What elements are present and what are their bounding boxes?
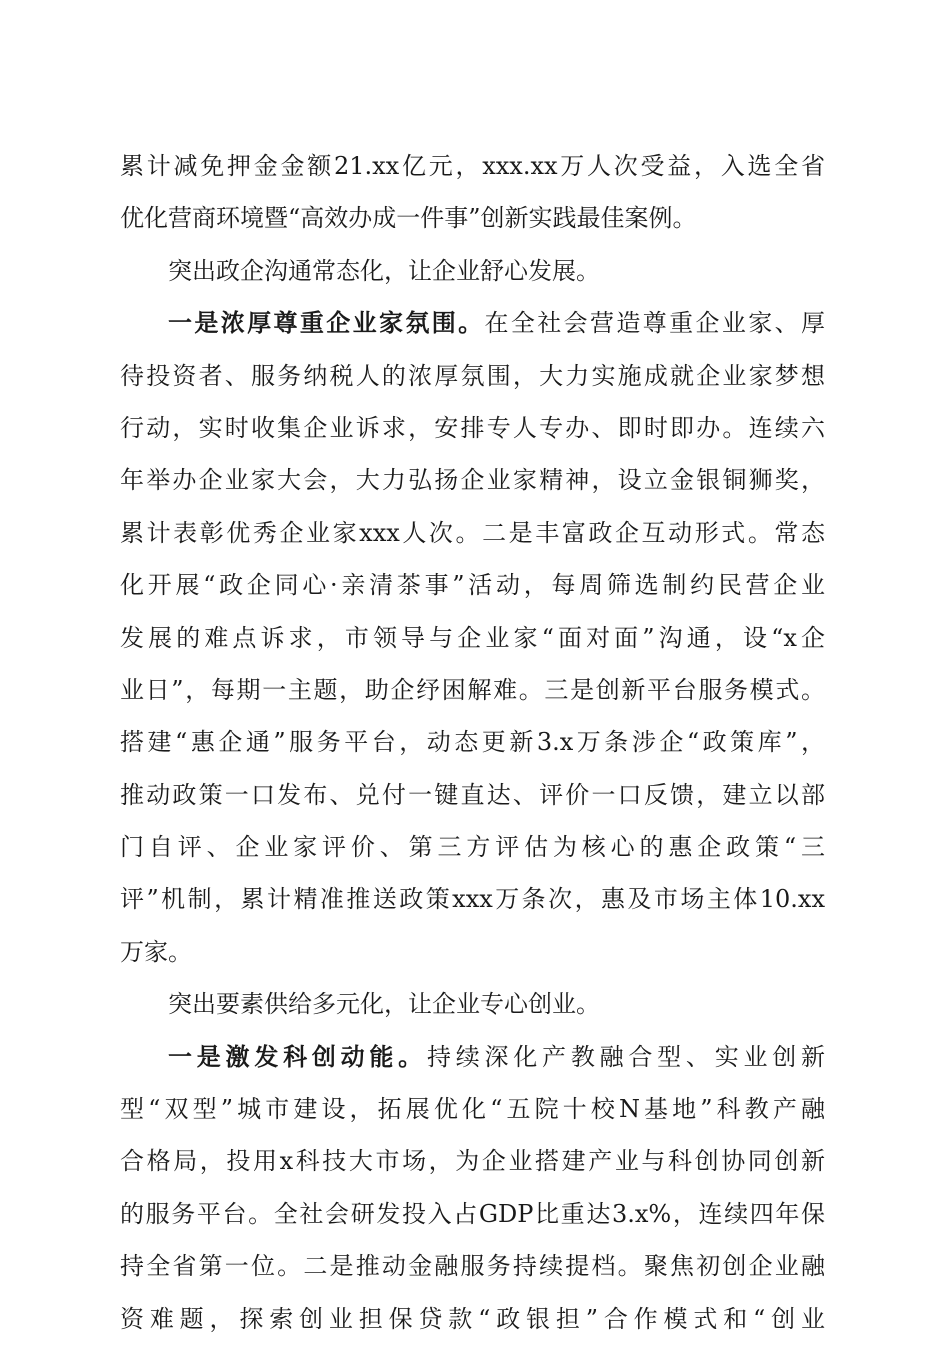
text-line-8: 累计表彰优秀企业家xxx人次。二是丰富政企互动形式。常态 — [120, 518, 825, 547]
section-heading-factor-supply: 突出要素供给多元化，让企业专心创业。 — [168, 990, 600, 1019]
text-line-6: 行动，实时收集企业诉求，安排专人专办、即时即办。连续六 — [120, 413, 825, 442]
text-line-16: 万家。 — [120, 937, 192, 966]
bold-lead-2: 一是激发科创动能。 — [168, 1041, 427, 1071]
text-line-11: 业日”，每期一主题，助企纾困解难。三是创新平台服务模式。 — [120, 675, 825, 704]
text-line-23: 资难题，探索创业担保贷款“政银担”合作模式和“创业 — [120, 1304, 825, 1333]
text-line-21: 的服务平台。全社会研发投入占GDP比重达3.x%，连续四年保 — [120, 1199, 825, 1228]
text-line-20: 合格局，投用x科技大市场，为企业搭建产业与科创协同创新 — [120, 1147, 825, 1176]
section-heading-government-enterprise: 突出政企沟通常态化，让企业舒心发展。 — [168, 256, 600, 285]
text-line-1: 累计减免押金金额21.xx亿元，xxx.xx万人次受益，入选全省 — [120, 152, 825, 180]
text-line-19: 型“双型”城市建设，拓展优化“五院十校N基地”科教产融 — [120, 1095, 825, 1124]
text-line-22: 持全省第一位。二是推动金融服务持续提档。聚焦初创企业融 — [120, 1252, 825, 1281]
text-line-14: 门自评、企业家评价、第三方评估为核心的惠企政策“三 — [120, 833, 825, 862]
bold-lead-1: 一是浓厚尊重企业家氛围。 — [168, 308, 485, 338]
text-line-10: 发展的难点诉求，市领导与企业家“面对面”沟通，设“x企 — [120, 623, 825, 652]
text-line-12: 搭建“惠企通”服务平台，动态更新3.x万条涉企“政策库”， — [120, 728, 825, 757]
text-line-4: 一是浓厚尊重企业家氛围。在全社会营造尊重企业家、厚 — [168, 308, 825, 338]
text-line-9: 化开展“政企同心·亲清茶事”活动，每周筛选制约民营企业 — [120, 571, 825, 600]
text-line-5: 待投资者、服务纳税人的浓厚氛围，大力实施成就企业家梦想 — [120, 361, 825, 390]
document-page — [120, 140, 825, 1345]
text-line-13: 推动政策一口发布、兑付一键直达、评价一口反馈，建立以部 — [120, 780, 825, 809]
text-line-7: 年举办企业家大会，大力弘扬企业家精神，设立金银铜狮奖， — [120, 466, 825, 495]
text-line-18: 一是激发科创动能。持续深化产教融合型、实业创新 — [168, 1041, 825, 1071]
text-line-2: 优化营商环境暨“高效办成一件事”创新实践最佳案例。 — [120, 204, 697, 233]
text-line-15: 评”机制，累计精准推送政策xxx万条次，惠及市场主体10.xx — [120, 885, 825, 914]
